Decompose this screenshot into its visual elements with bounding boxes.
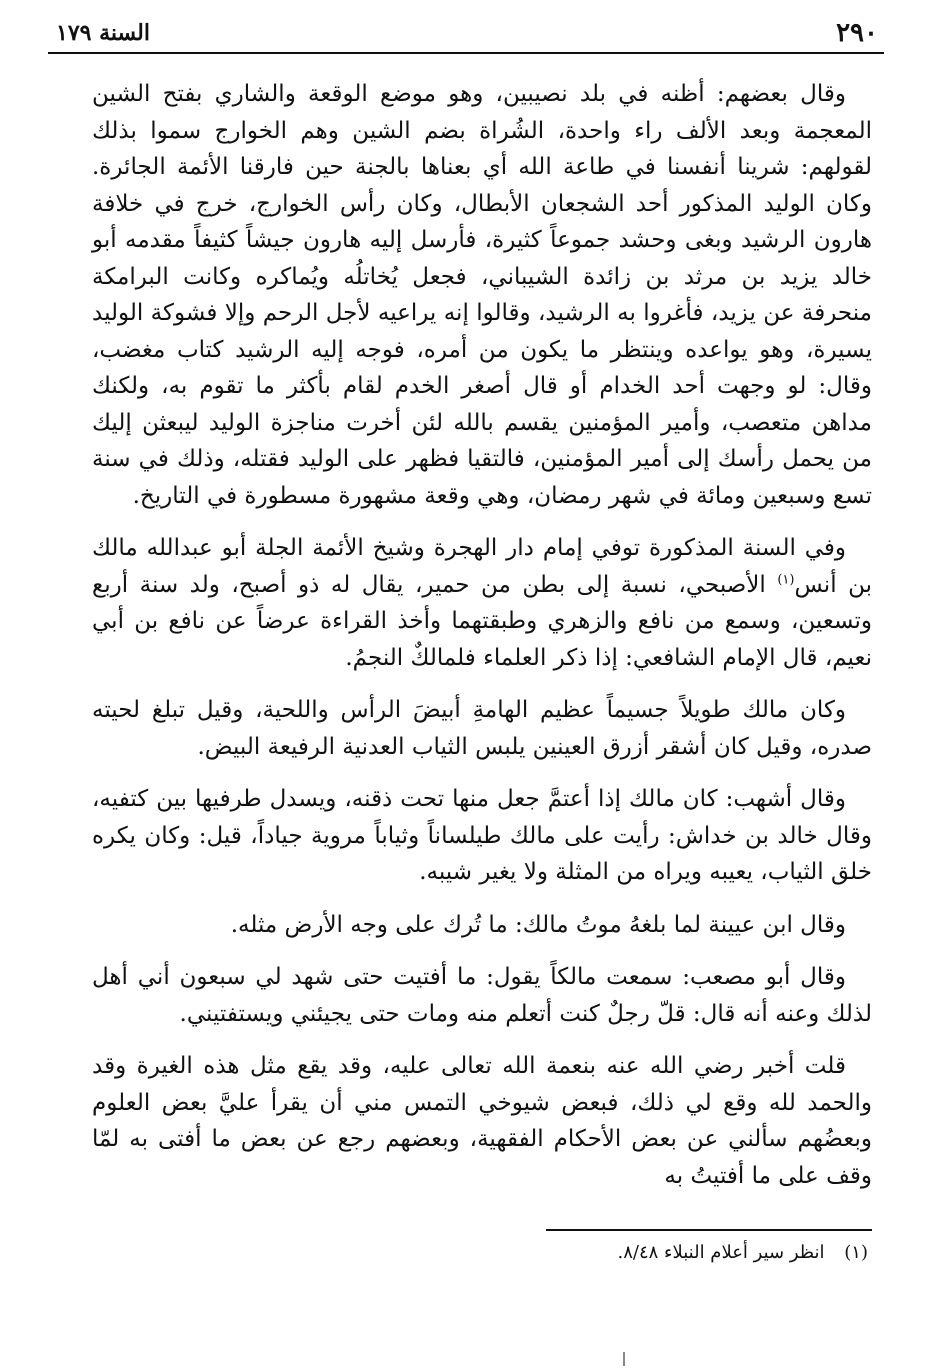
- footnote-reference[interactable]: (١): [777, 571, 795, 587]
- footnote-rule: [546, 1229, 872, 1231]
- header-rule: [48, 52, 884, 54]
- paragraph-author-note: قلت أخبر رضي الله عنه بنعمة الله تعالى عليه، وقد يقع مثل هذه الغيرة وقد والحمد لله وقع لي ذلك، فبعض شيوخي التمس مني أن يقرأ عليَّ بعض العلوم وبعضُهم سألني عن بعض الأحكام الفقهية، وبعضهم رجع عن بعض ما أفتى به لمّا وقف على ما أفتيتُ به: [92, 1053, 872, 1189]
- malik-intro-text: وفي السنة المذكورة توفي إمام دار الهجرة وشيخ الأئمة الجلة أبو عبدالله مالك بن أنس: [92, 535, 872, 598]
- scan-artifact: [623, 1352, 625, 1366]
- paragraph-abu-musab: وقال أبو مصعب: سمعت مالكاً يقول: ما أفتيت حتى شهد لي سبعون أني أهل لذلك وعنه أنه قال: قلّ رجلٌ كنت أتعلم منه ومات حتى يجيئني ويستفتيني.: [92, 964, 872, 1027]
- paragraph-ibn-uyayna: وقال ابن عيينة لما بلغهُ موتُ مالك: ما تُرك على وجه الأرض مثله.: [230, 911, 846, 938]
- paragraph-malik-appearance: وكان مالك طويلاً جسيماً عظيم الهامةِ أبيضَ الرأس واللحية، وقيل تبلغ لحيته صدره، وقيل كان أشقر أزرق العينين يلبس الثياب العدنية الرفيعة البيض.: [92, 697, 872, 760]
- malik-intro-continued: الأصبحي، نسبة إلى بطن من حمير، يقال له ذو أصبح، ولد سنة أربع وتسعين، وسمع من نافع والزهري وطبقتهما وأخذ القراءة عرضاً عن نافع بن أبي نعيم، قال الإمام الشافعي: إذا ذكر العلماء فلمالكٌ النجمُ.: [92, 571, 872, 671]
- paragraph-malik-death: [92, 530, 872, 676]
- paragraph-ashhab: وقال أشهب: كان مالك إذا أعتمَّ جعل منها تحت ذقنه، ويسدل طرفيها بين كتفيه، وقال خالد بن خداش: رأيت على مالك طيلساناً وثياباً مروية جياداً، قيل: وكان يكره خلق الثياب، يعيبه ويراه من المثلة ولا يغير شيبه.: [92, 786, 872, 885]
- main-text: [92, 76, 872, 1210]
- footnote-text: انظر سير أعلام النبلاء ٨/٤٨.: [617, 1242, 825, 1263]
- footnote: [92, 1240, 868, 1266]
- paragraph-walid-khariji: وقال بعضهم: أظنه في بلد نصيبين، وهو موضع الوقعة والشاري بفتح الشين المعجمة وبعد الألف راء واحدة، الشُراة بضم الشين وهم الخوارج سموا بذلك لقولهم: شرينا أنفسنا في طاعة الله أي بعناها بالجنة حين فارقنا الأئمة الجائرة. وكان الوليد المذكور أحد الشجعان الأبطال، وكان رأس الخوارج، خرج في خلافة هارون الرشيد وبغى وحشد جموعاً كثيرة، فأرسل إليه هارون جيشاً كثيفاً مقدمه أبو خالد يزيد بن مرثد بن زائدة الشيباني، فجعل يُخاتلُه ويُماكره وكانت البرامكة منحرفة عن يزيد، فأغروا به الرشيد، وقالوا إنه يراعيه لأجل الرحم وإلا فشوكة الوليد يسيرة، وهو يواعده وينتظر ما يكون من أمره، فوجه إليه الرشيد كتاب مغضب، وقال: لو وجهت أحد الخدام أو قال أصغر الخدم لقام بأكثر ما تقوم به، ولكنك مداهن متعصب، وأمير المؤمنين يقسم بالله لئن أخرت مناجزة الوليد ليبعثن إليك من يحمل رأسك إلى أمير المؤمنين، فالتقيا فظهر على الوليد فقتله، وذلك في سنة تسع وسبعين ومائة في شهر رمضان، وهي وقعة مشهورة مسطورة في التاريخ.: [92, 81, 872, 509]
- footnote-marker: (١): [844, 1242, 868, 1263]
- page-header: [48, 12, 884, 48]
- running-head: السنة ١٧٩: [56, 20, 150, 46]
- page-number: ٢٩٠: [836, 18, 878, 48]
